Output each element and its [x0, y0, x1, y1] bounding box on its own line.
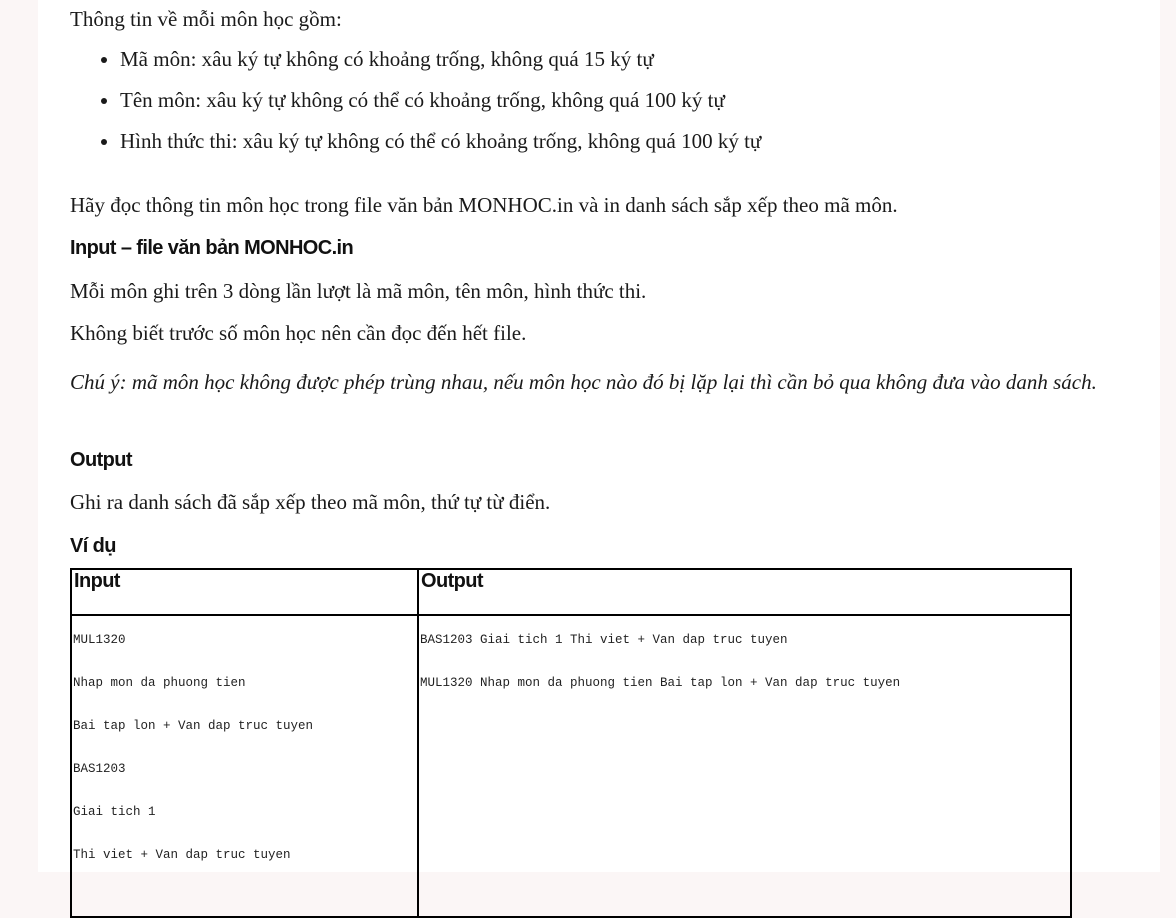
example-heading: Ví dụ — [70, 535, 116, 557]
output-description: Ghi ra danh sách đã sắp xếp theo mã môn, thứ tự từ điển. — [70, 490, 551, 514]
input-column-header: Input — [71, 569, 418, 615]
list-item: • Hình thức thi: xâu ký tự không có thể có khoảng trống, không quá 100 ký tự — [120, 127, 1110, 168]
output-column-header: Output — [418, 569, 1071, 615]
code-line: MUL1320 — [73, 633, 126, 647]
input-description-2: Không biết trước số môn học nên cần đọc đến hết file. — [70, 321, 527, 345]
code-line: Nhap mon da phuong tien — [73, 676, 246, 690]
output-heading: Output — [70, 449, 132, 471]
page — [38, 0, 1160, 872]
code-line: Giai tich 1 — [73, 805, 156, 819]
list-item: • Mã môn: xâu ký tự không có khoảng trống, không quá 15 ký tự — [120, 45, 1110, 86]
code-line: BAS1203 — [73, 762, 126, 776]
input-heading: Input – file văn bản MONHOC.in — [70, 237, 354, 259]
problem-statement — [70, 0, 1110, 862]
intro-text: Thông tin về mỗi môn học gồm: — [70, 7, 342, 31]
task-description: Hãy đọc thông tin môn học trong file văn bản MONHOC.in và in danh sách sắp xếp theo mã môn. — [70, 193, 898, 217]
example-table — [70, 568, 1072, 918]
code-line: Thi viet + Van dap truc tuyen — [73, 848, 291, 862]
code-line: Bai tap lon + Van dap truc tuyen — [73, 719, 314, 733]
code-line: MUL1320 Nhap mon da phuong tien Bai tap lon + Van dap truc tuyen — [420, 676, 901, 690]
list-item: • Tên môn: xâu ký tự không có thể có khoảng trống, không quá 100 ký tự — [120, 86, 1110, 127]
code-line: BAS1203 Giai tich 1 Thi viet + Van dap truc tuyen — [420, 633, 788, 647]
table-header-row — [71, 569, 1071, 615]
input-description-1: Mỗi môn ghi trên 3 dòng lần lượt là mã môn, tên môn, hình thức thi. — [70, 279, 647, 303]
field-list — [70, 45, 1110, 168]
note-text: Chú ý: mã môn học không được phép trùng nhau, nếu môn học nào đó bị lặp lại thì cần bỏ qua không đưa vào danh sách. — [70, 370, 1097, 394]
